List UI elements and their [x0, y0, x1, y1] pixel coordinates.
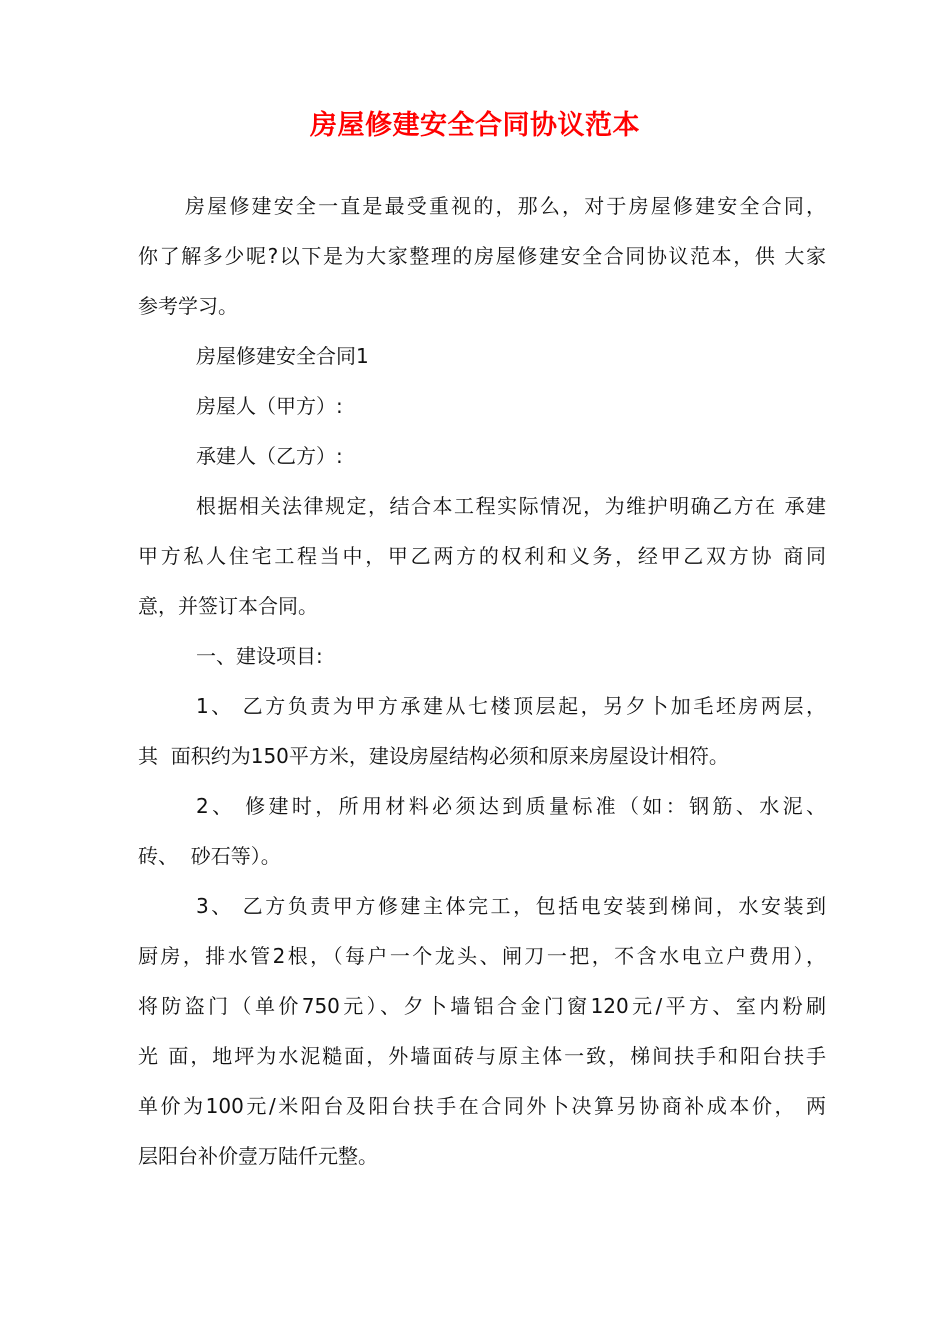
clause-line: 厨房，排水管2根，（每户一个龙头、闸刀一把，不含水电立户费用），: [138, 944, 826, 968]
paragraph-line: 根据相关法律规定，结合本工程实际情况，为维护明确乙方在 承建: [196, 494, 826, 518]
party-a-label: 房屋人（甲方）:: [196, 394, 343, 418]
clause-line: 单价为100元/米阳台及阳台扶手在合同外卜决算另协商补成本价， 两: [138, 1094, 826, 1118]
clause-line: 2、 修建时，所用材料必须达到质量标准（如：钢筋、水泥、: [196, 794, 826, 818]
clause-line: 其 面积约为150平方米，建设房屋结构必须和原来房屋设计相符。: [138, 744, 729, 768]
paragraph-line: 房屋修建安全一直是最受重视的，那么，对于房屋修建安全合同，: [185, 194, 826, 218]
paragraph-line: 你了解多少呢?以下是为大家整理的房屋修建安全合同协议范本，供 大家: [138, 244, 826, 268]
clause-line: 3、 乙方负责甲方修建主体完工，包括电安装到梯间，水安装到: [196, 894, 826, 918]
clause-line: 光 面，地坪为水泥糙面，外墙面砖与原主体一致，梯间扶手和阳台扶手: [138, 1044, 826, 1068]
clause-line: 层阳台补价壹万陆仟元整。: [138, 1144, 378, 1168]
section-heading: 一、建设项目:: [196, 644, 323, 668]
contract-heading: 房屋修建安全合同1: [196, 344, 369, 368]
clause-line: 将防盗门（单价750元）、夕卜墙铝合金门窗120元/平方、室内粉刷: [138, 994, 826, 1018]
document-title: 房屋修建安全合同协议范本: [310, 110, 640, 141]
party-b-label: 承建人（乙方）:: [196, 444, 343, 468]
paragraph-line: 意，并签订本合同。: [138, 594, 318, 618]
clause-line: 1、 乙方负责为甲方承建从七楼顶层起，另夕卜加毛坯房两层，: [196, 694, 826, 718]
clause-line: 砖、 砂石等）。: [138, 844, 281, 868]
paragraph-line: 参考学习。: [138, 294, 238, 318]
paragraph-line: 甲方私人住宅工程当中，甲乙两方的权利和义务，经甲乙双方协 商同: [138, 544, 826, 568]
